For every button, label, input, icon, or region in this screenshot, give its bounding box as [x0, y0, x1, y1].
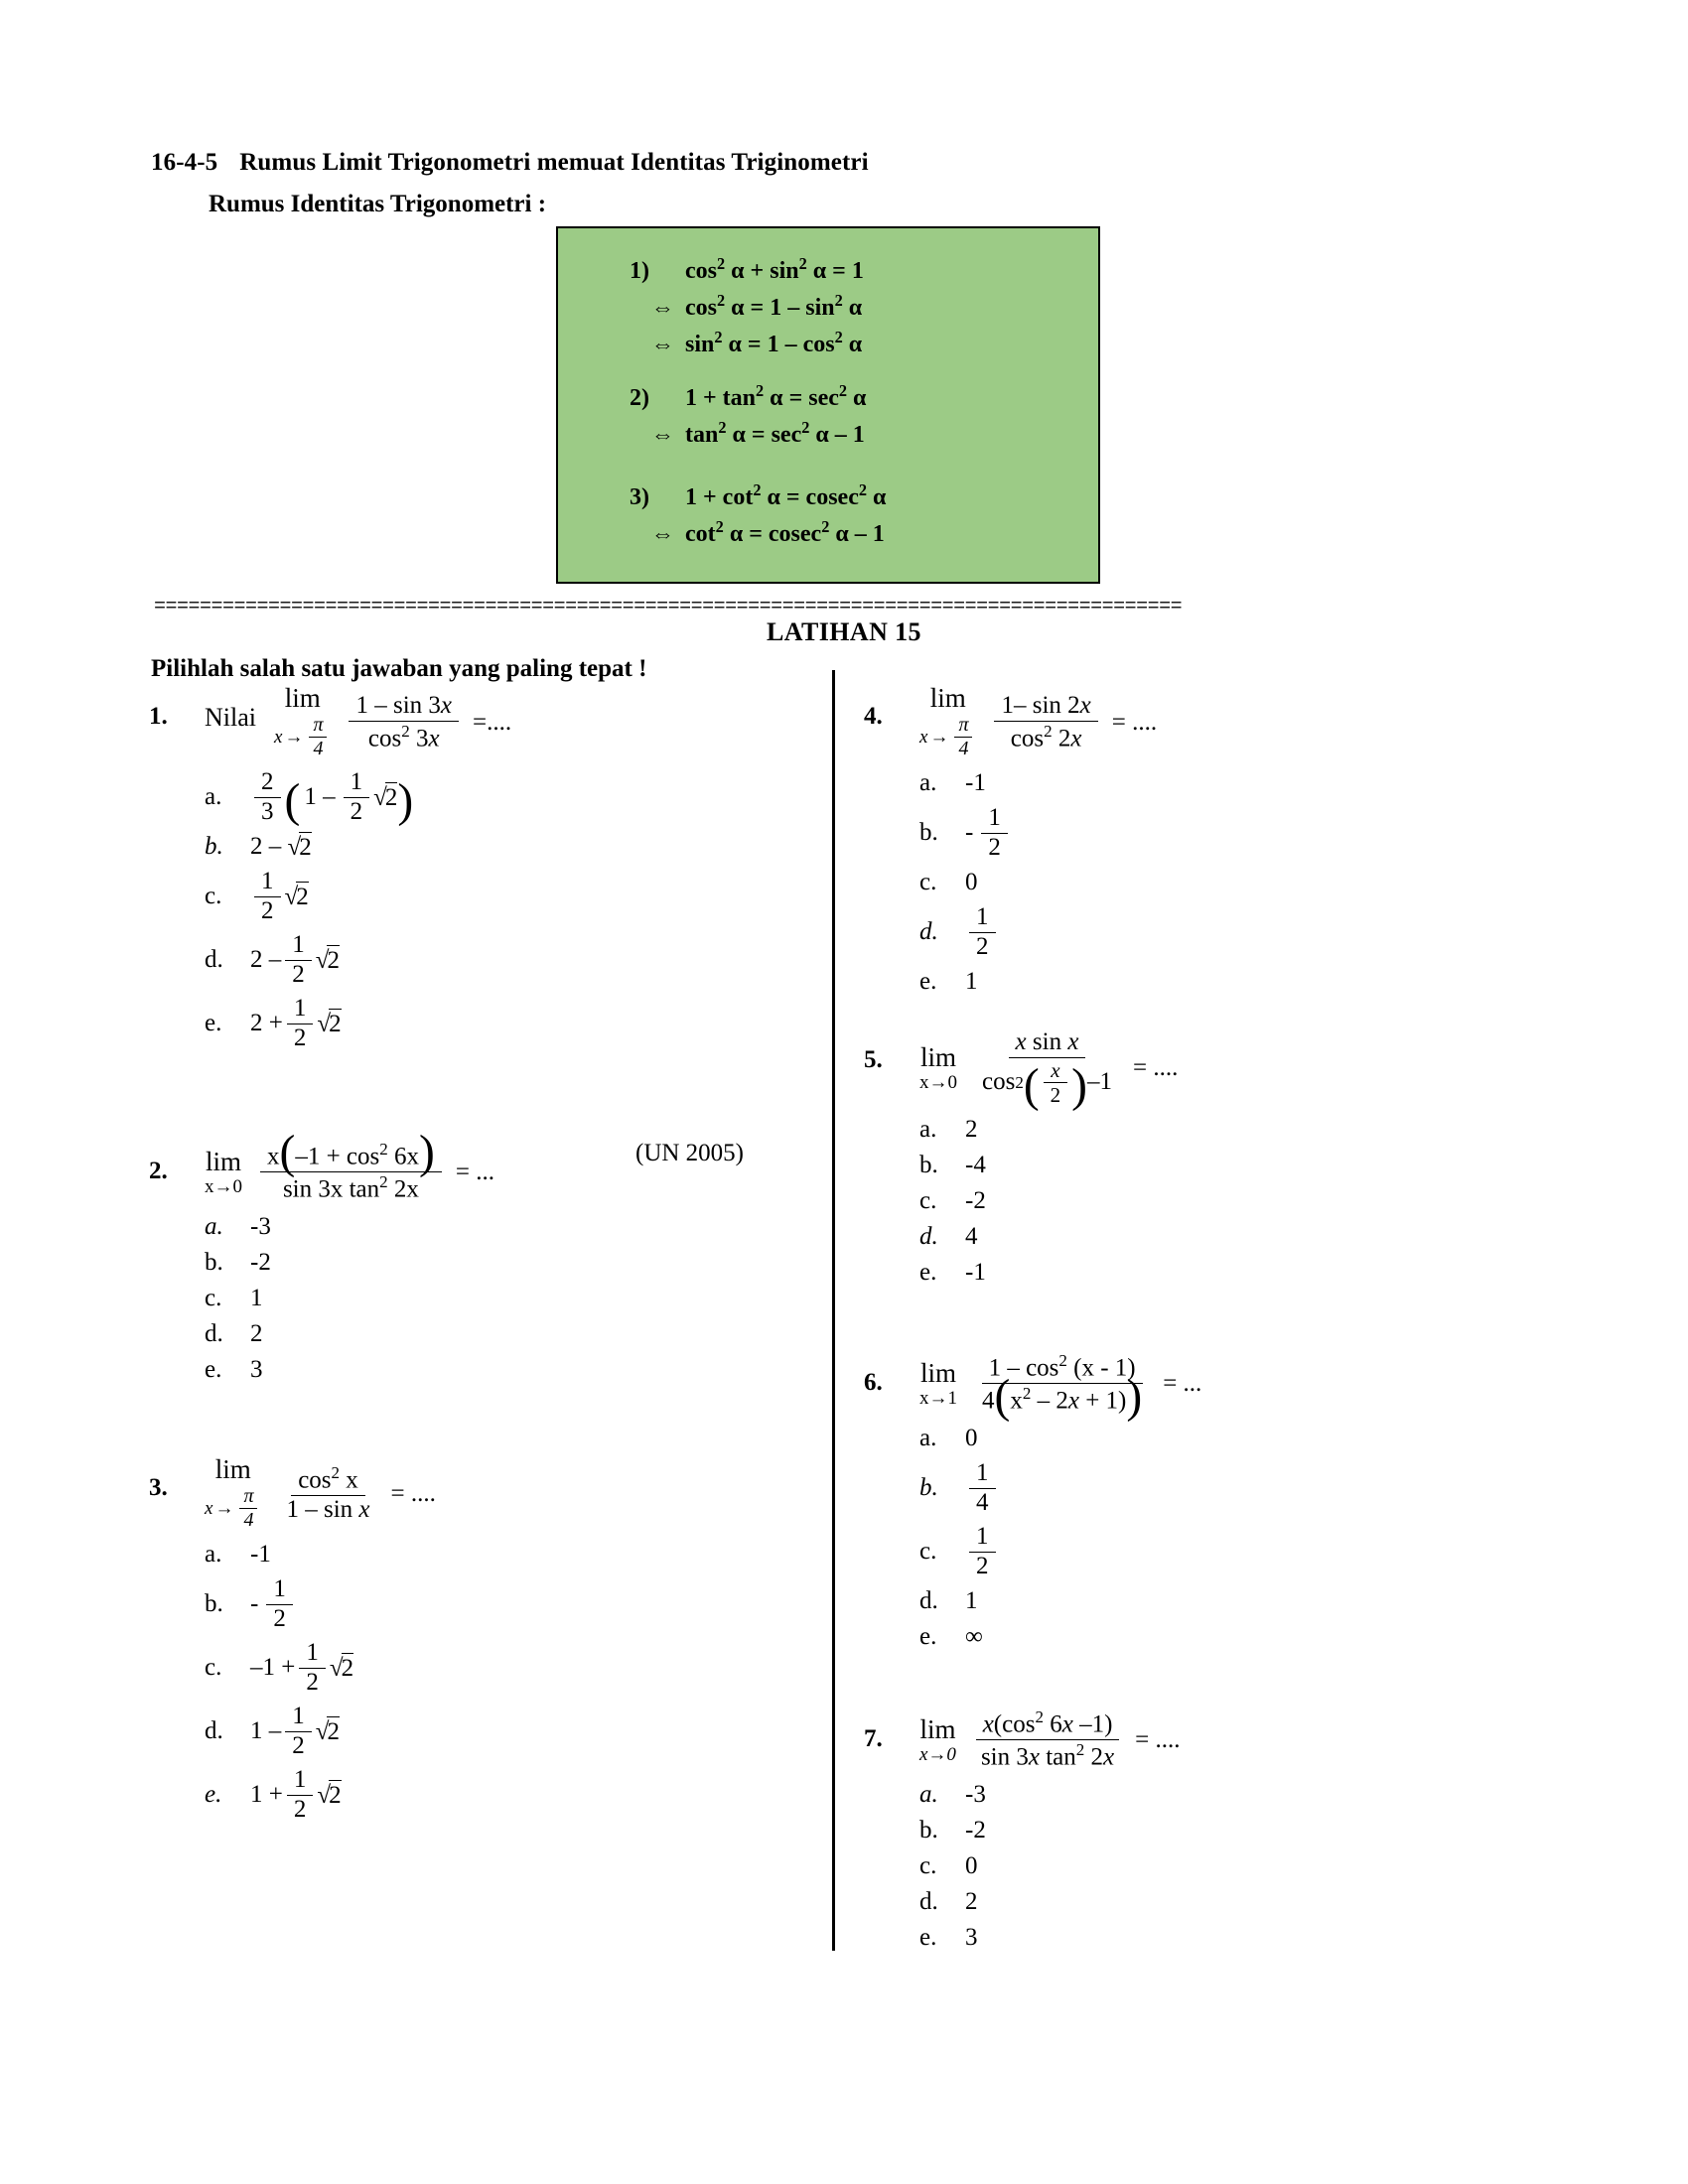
- header-subtitle: Rumus Identitas Trigonometri :: [209, 191, 547, 217]
- option-value: - $\frac{1}{2}$: [250, 1575, 297, 1634]
- option-value: -2: [965, 1817, 986, 1844]
- option-value: $\frac{2}{3}$ ( 1 – $\frac{1}{2}$ √2 ): [250, 768, 413, 827]
- limit-subscript: x → $\frac{\pi}{4}$: [274, 714, 331, 760]
- limit-subscript: x→0: [919, 1743, 956, 1765]
- identity-row: [630, 416, 866, 453]
- limit-subscript: x→1: [919, 1387, 957, 1409]
- limit-subscript: x→0: [205, 1175, 242, 1197]
- page-title: Rumus Limit Trigonometri memuat Identitas Triginometri: [239, 149, 869, 176]
- answer-options: [919, 766, 1559, 999]
- limit-operator: lim: [205, 1146, 241, 1176]
- page-header: [151, 149, 1392, 218]
- identity-group-2: [630, 379, 866, 453]
- option-d[interactable]: [919, 1885, 1559, 1919]
- option-value: 2 + $\frac{1}{2}$ √2: [250, 994, 342, 1051]
- option-d[interactable]: [919, 1584, 1559, 1618]
- equals-tail: = ....: [1132, 1053, 1179, 1081]
- answer-options: [205, 766, 814, 1054]
- option-e[interactable]: [919, 1921, 1559, 1955]
- answer-options: [919, 1778, 1559, 1955]
- option-value: -1: [250, 1541, 271, 1569]
- option-letter: e.: [205, 1356, 222, 1384]
- option-letter: a.: [205, 1213, 223, 1241]
- option-c[interactable]: [919, 1184, 1559, 1218]
- option-letter: c.: [205, 1285, 222, 1312]
- option-value: 1: [965, 968, 978, 995]
- identity-row: [630, 379, 866, 416]
- identity-row: [630, 326, 864, 362]
- question-2: [149, 1127, 814, 1387]
- equals-tail: =....: [473, 709, 512, 736]
- fraction-denominator: sin 3x $\tan^2 2x$: [980, 1740, 1115, 1771]
- identity-number: 1): [630, 258, 649, 284]
- option-letter: d.: [205, 1717, 223, 1745]
- option-letter: b.: [205, 833, 223, 860]
- option-letter: a.: [919, 769, 937, 796]
- option-value: ∞: [965, 1623, 983, 1651]
- answer-options: [919, 1113, 1559, 1290]
- option-c[interactable]: [919, 1521, 1559, 1582]
- option-c[interactable]: [919, 1849, 1559, 1883]
- section-code: 16-4-5: [151, 149, 218, 176]
- option-letter: e.: [919, 1259, 937, 1287]
- question-1: [149, 685, 814, 1054]
- section-divider: ==========================================================================================: [154, 596, 1183, 618]
- option-value: 2: [965, 1116, 978, 1144]
- fraction-numerator: $x(\cos^2$ 6x –1): [976, 1707, 1120, 1740]
- option-e[interactable]: [919, 965, 1559, 999]
- fraction-numerator: 1 – sin 3x: [349, 692, 459, 722]
- equals-tail: = ...: [1163, 1369, 1202, 1397]
- option-b[interactable]: [919, 1814, 1559, 1847]
- exercise-title: LATIHAN 15: [767, 617, 921, 646]
- fraction: [975, 1028, 1119, 1113]
- option-d[interactable]: [919, 1220, 1559, 1254]
- identity-group-1: [630, 252, 864, 362]
- answer-options: [919, 1422, 1559, 1654]
- option-a[interactable]: [919, 1113, 1559, 1147]
- option-letter: b.: [205, 1590, 223, 1618]
- limit-subscript: x → $\frac{\pi}{4}$: [919, 714, 976, 760]
- option-b[interactable]: [205, 830, 814, 864]
- option-e[interactable]: [205, 1353, 814, 1387]
- option-value: -3: [965, 1781, 986, 1809]
- question-expression: [205, 1127, 494, 1204]
- option-a[interactable]: [205, 1210, 814, 1244]
- equals-tail: = ....: [1111, 709, 1158, 736]
- option-value: $\frac{1}{2}$: [965, 903, 1000, 962]
- option-value: 3: [965, 1924, 978, 1952]
- option-value: 1: [965, 1587, 978, 1615]
- option-a[interactable]: [205, 766, 814, 828]
- option-c[interactable]: [205, 866, 814, 927]
- question-expression: [274, 685, 511, 760]
- questions-left-column: [149, 685, 814, 1832]
- option-letter: d.: [205, 1320, 223, 1348]
- option-letter: d.: [919, 1223, 938, 1251]
- limit-operator: lim: [919, 1357, 956, 1388]
- option-value: -2: [250, 1249, 271, 1277]
- option-value: 2 – √2: [250, 833, 312, 861]
- answer-options: [205, 1538, 814, 1826]
- option-letter: e.: [919, 968, 937, 995]
- question-expression: [919, 1028, 1179, 1113]
- fraction-numerator: x sin x: [1009, 1028, 1086, 1058]
- fraction: [994, 692, 1097, 753]
- option-value: 0: [965, 869, 978, 895]
- fraction: [975, 1351, 1149, 1424]
- identity-equation: $\cos^2 \alpha = 1 - \sin^2 \alpha$: [685, 291, 863, 321]
- option-e[interactable]: [919, 1256, 1559, 1290]
- header-title-line: [151, 149, 1392, 177]
- option-value: 2: [965, 1888, 978, 1916]
- option-d[interactable]: [205, 1317, 814, 1351]
- option-c[interactable]: [919, 866, 1559, 899]
- option-d[interactable]: [919, 901, 1559, 963]
- option-c[interactable]: [205, 1637, 814, 1699]
- option-e[interactable]: [205, 1764, 814, 1826]
- option-letter: a.: [205, 783, 222, 810]
- equals-tail: = ....: [1135, 1725, 1181, 1753]
- identity-equation: $1 + \tan^2 \alpha = \sec^2 \alpha$: [685, 381, 867, 411]
- identity-equation: $\cos^2 \alpha + \sin^2 \alpha = 1$: [685, 254, 864, 284]
- option-value: 4: [965, 1223, 978, 1251]
- question-number: 2.: [149, 1158, 168, 1184]
- fraction: [279, 1463, 376, 1525]
- option-letter: d.: [919, 1888, 938, 1916]
- option-letter: b.: [919, 819, 938, 846]
- option-value: -2: [965, 1187, 986, 1215]
- option-letter: b.: [919, 1152, 938, 1179]
- option-d[interactable]: [205, 1701, 814, 1762]
- option-value: $\frac{1}{2}$: [965, 1523, 1000, 1581]
- option-value: 2 – $\frac{1}{2}$ √2: [250, 930, 340, 988]
- limit-operator: lim: [929, 683, 966, 713]
- identity-equation: $1 + \cot^2 \alpha = cosec^2$ α: [685, 480, 887, 510]
- option-letter: a.: [919, 1781, 938, 1809]
- question-3: [149, 1456, 814, 1826]
- option-value: –1 + $\frac{1}{2}$ √2: [250, 1638, 354, 1696]
- question-expression: [919, 685, 1157, 760]
- option-e[interactable]: [205, 993, 814, 1054]
- equals-tail: = ....: [390, 1480, 436, 1508]
- option-letter: b.: [919, 1474, 938, 1502]
- option-letter: b.: [919, 1817, 938, 1844]
- option-letter: c.: [919, 1538, 937, 1566]
- option-a[interactable]: [919, 766, 1559, 800]
- identity-row: [630, 478, 886, 515]
- fraction-numerator: $\cos^2 x$: [291, 1463, 365, 1496]
- option-value: 1 + $\frac{1}{2}$ √2: [250, 1765, 342, 1823]
- identity-equation: $\sin^2 \alpha = 1 - \cos^2 \alpha$: [685, 328, 863, 357]
- fraction-denominator: $\cos^2 2x$: [1010, 721, 1082, 752]
- option-letter: e.: [205, 1781, 222, 1809]
- option-letter: e.: [205, 1010, 222, 1036]
- fraction-numerator: $1 - \cos^2 (x - 1)$: [982, 1351, 1143, 1384]
- option-letter: d.: [919, 1587, 938, 1615]
- option-value: -1: [965, 769, 986, 796]
- option-c[interactable]: [205, 1282, 814, 1315]
- limit-subscript: x→0: [919, 1071, 957, 1093]
- fraction-denominator: cos 2 ( $\frac{x}{2}$ ) –1: [982, 1057, 1112, 1113]
- option-value: $\frac{1}{4}$: [965, 1459, 1000, 1518]
- option-value: 3: [250, 1356, 263, 1384]
- identity-formula-box: [556, 226, 1100, 584]
- option-d[interactable]: [205, 929, 814, 991]
- fraction-numerator: 1– sin 2x: [994, 692, 1097, 722]
- question-number: 7.: [864, 1725, 883, 1753]
- answer-options: [205, 1210, 814, 1387]
- option-letter: b.: [205, 1249, 223, 1277]
- question-4: [864, 685, 1559, 999]
- question-expression: [919, 1707, 1181, 1772]
- equals-tail: = ...: [455, 1158, 494, 1185]
- limit-operator: lim: [919, 1713, 956, 1744]
- option-a[interactable]: [205, 1538, 814, 1571]
- question-lead-word: Nilai: [205, 703, 256, 732]
- option-value: -1: [965, 1259, 986, 1287]
- option-letter: c.: [919, 1852, 937, 1880]
- iff-icon: ⇔: [651, 332, 674, 356]
- option-letter: e.: [919, 1924, 937, 1952]
- identity-row: [630, 289, 864, 326]
- iff-icon: ⇔: [651, 295, 674, 320]
- question-number: 3.: [149, 1474, 168, 1502]
- question-expression: [205, 1456, 436, 1532]
- instruction-text: Pilihlah salah satu jawaban yang paling tepat !: [151, 655, 647, 682]
- option-value: $\frac{1}{2}$ √2: [250, 868, 309, 926]
- option-b[interactable]: [919, 1149, 1559, 1182]
- option-letter: c.: [205, 1654, 222, 1682]
- identity-number: 3): [630, 484, 649, 510]
- question-number: 4.: [864, 703, 883, 730]
- identity-number: 2): [630, 385, 649, 411]
- fraction: [349, 692, 459, 753]
- column-divider: [832, 670, 835, 1951]
- option-letter: d.: [205, 946, 223, 973]
- option-value: - $\frac{1}{2}$: [965, 804, 1012, 863]
- question-number: 1.: [149, 703, 168, 730]
- option-b[interactable]: [919, 1457, 1559, 1519]
- limit-operator: lim: [214, 1454, 251, 1485]
- question-5: [864, 1028, 1559, 1290]
- identity-group-3: [630, 478, 886, 552]
- option-value: 2: [250, 1320, 263, 1348]
- questions-right-column: [864, 685, 1559, 1961]
- source-note: (UN 2005): [635, 1140, 745, 1166]
- fraction: [974, 1707, 1121, 1772]
- option-e[interactable]: [919, 1620, 1559, 1654]
- question-expression: [919, 1351, 1202, 1424]
- option-a[interactable]: [919, 1778, 1559, 1812]
- option-letter: e.: [919, 1623, 937, 1651]
- option-letter: c.: [919, 869, 937, 895]
- option-value: 1: [250, 1285, 263, 1312]
- option-value: -3: [250, 1213, 271, 1241]
- option-letter: c.: [919, 1187, 937, 1215]
- fraction: [260, 1127, 442, 1204]
- option-value: -4: [965, 1152, 986, 1179]
- fraction-denominator: sin 3x $\tan^2 2x$: [282, 1172, 419, 1203]
- option-a[interactable]: [919, 1422, 1559, 1455]
- identity-row: [630, 515, 886, 552]
- fraction-denominator: 1 – sin x: [286, 1496, 370, 1524]
- iff-icon: ⇔: [651, 422, 674, 447]
- identity-row: [630, 252, 864, 289]
- question-6: [864, 1351, 1559, 1654]
- option-letter: a.: [205, 1541, 222, 1569]
- option-b[interactable]: [205, 1573, 814, 1635]
- option-letter: a.: [919, 1116, 937, 1144]
- option-letter: c.: [205, 883, 222, 909]
- question-7: [864, 1707, 1559, 1955]
- option-value: 0: [965, 1852, 978, 1880]
- limit-subscript: x → $\frac{\pi}{4}$: [205, 1485, 261, 1532]
- question-number: 6.: [864, 1369, 883, 1397]
- fraction-denominator: $\cos^2 3x$: [367, 721, 440, 752]
- option-value: 0: [965, 1425, 978, 1452]
- option-b[interactable]: [205, 1246, 814, 1280]
- option-value: 1 – $\frac{1}{2}$ √2: [250, 1702, 340, 1759]
- fraction-denominator: $4(x^2 - 2x + 1)$): [982, 1371, 1143, 1424]
- option-letter: d.: [919, 918, 938, 945]
- identity-equation: $\tan^2 \alpha = \sec^2 \alpha - 1$: [685, 418, 865, 448]
- question-number: 5.: [864, 1046, 883, 1073]
- limit-operator: lim: [284, 683, 321, 713]
- option-letter: a.: [919, 1425, 937, 1452]
- limit-operator: lim: [919, 1041, 956, 1072]
- fraction-numerator: $x(-1 + \cos^2 6x)$: [260, 1140, 442, 1172]
- iff-icon: ⇔: [651, 521, 674, 546]
- option-b[interactable]: [919, 802, 1559, 864]
- identity-equation: $\cot^2 \alpha = cosec^2$ α – 1: [685, 517, 885, 547]
